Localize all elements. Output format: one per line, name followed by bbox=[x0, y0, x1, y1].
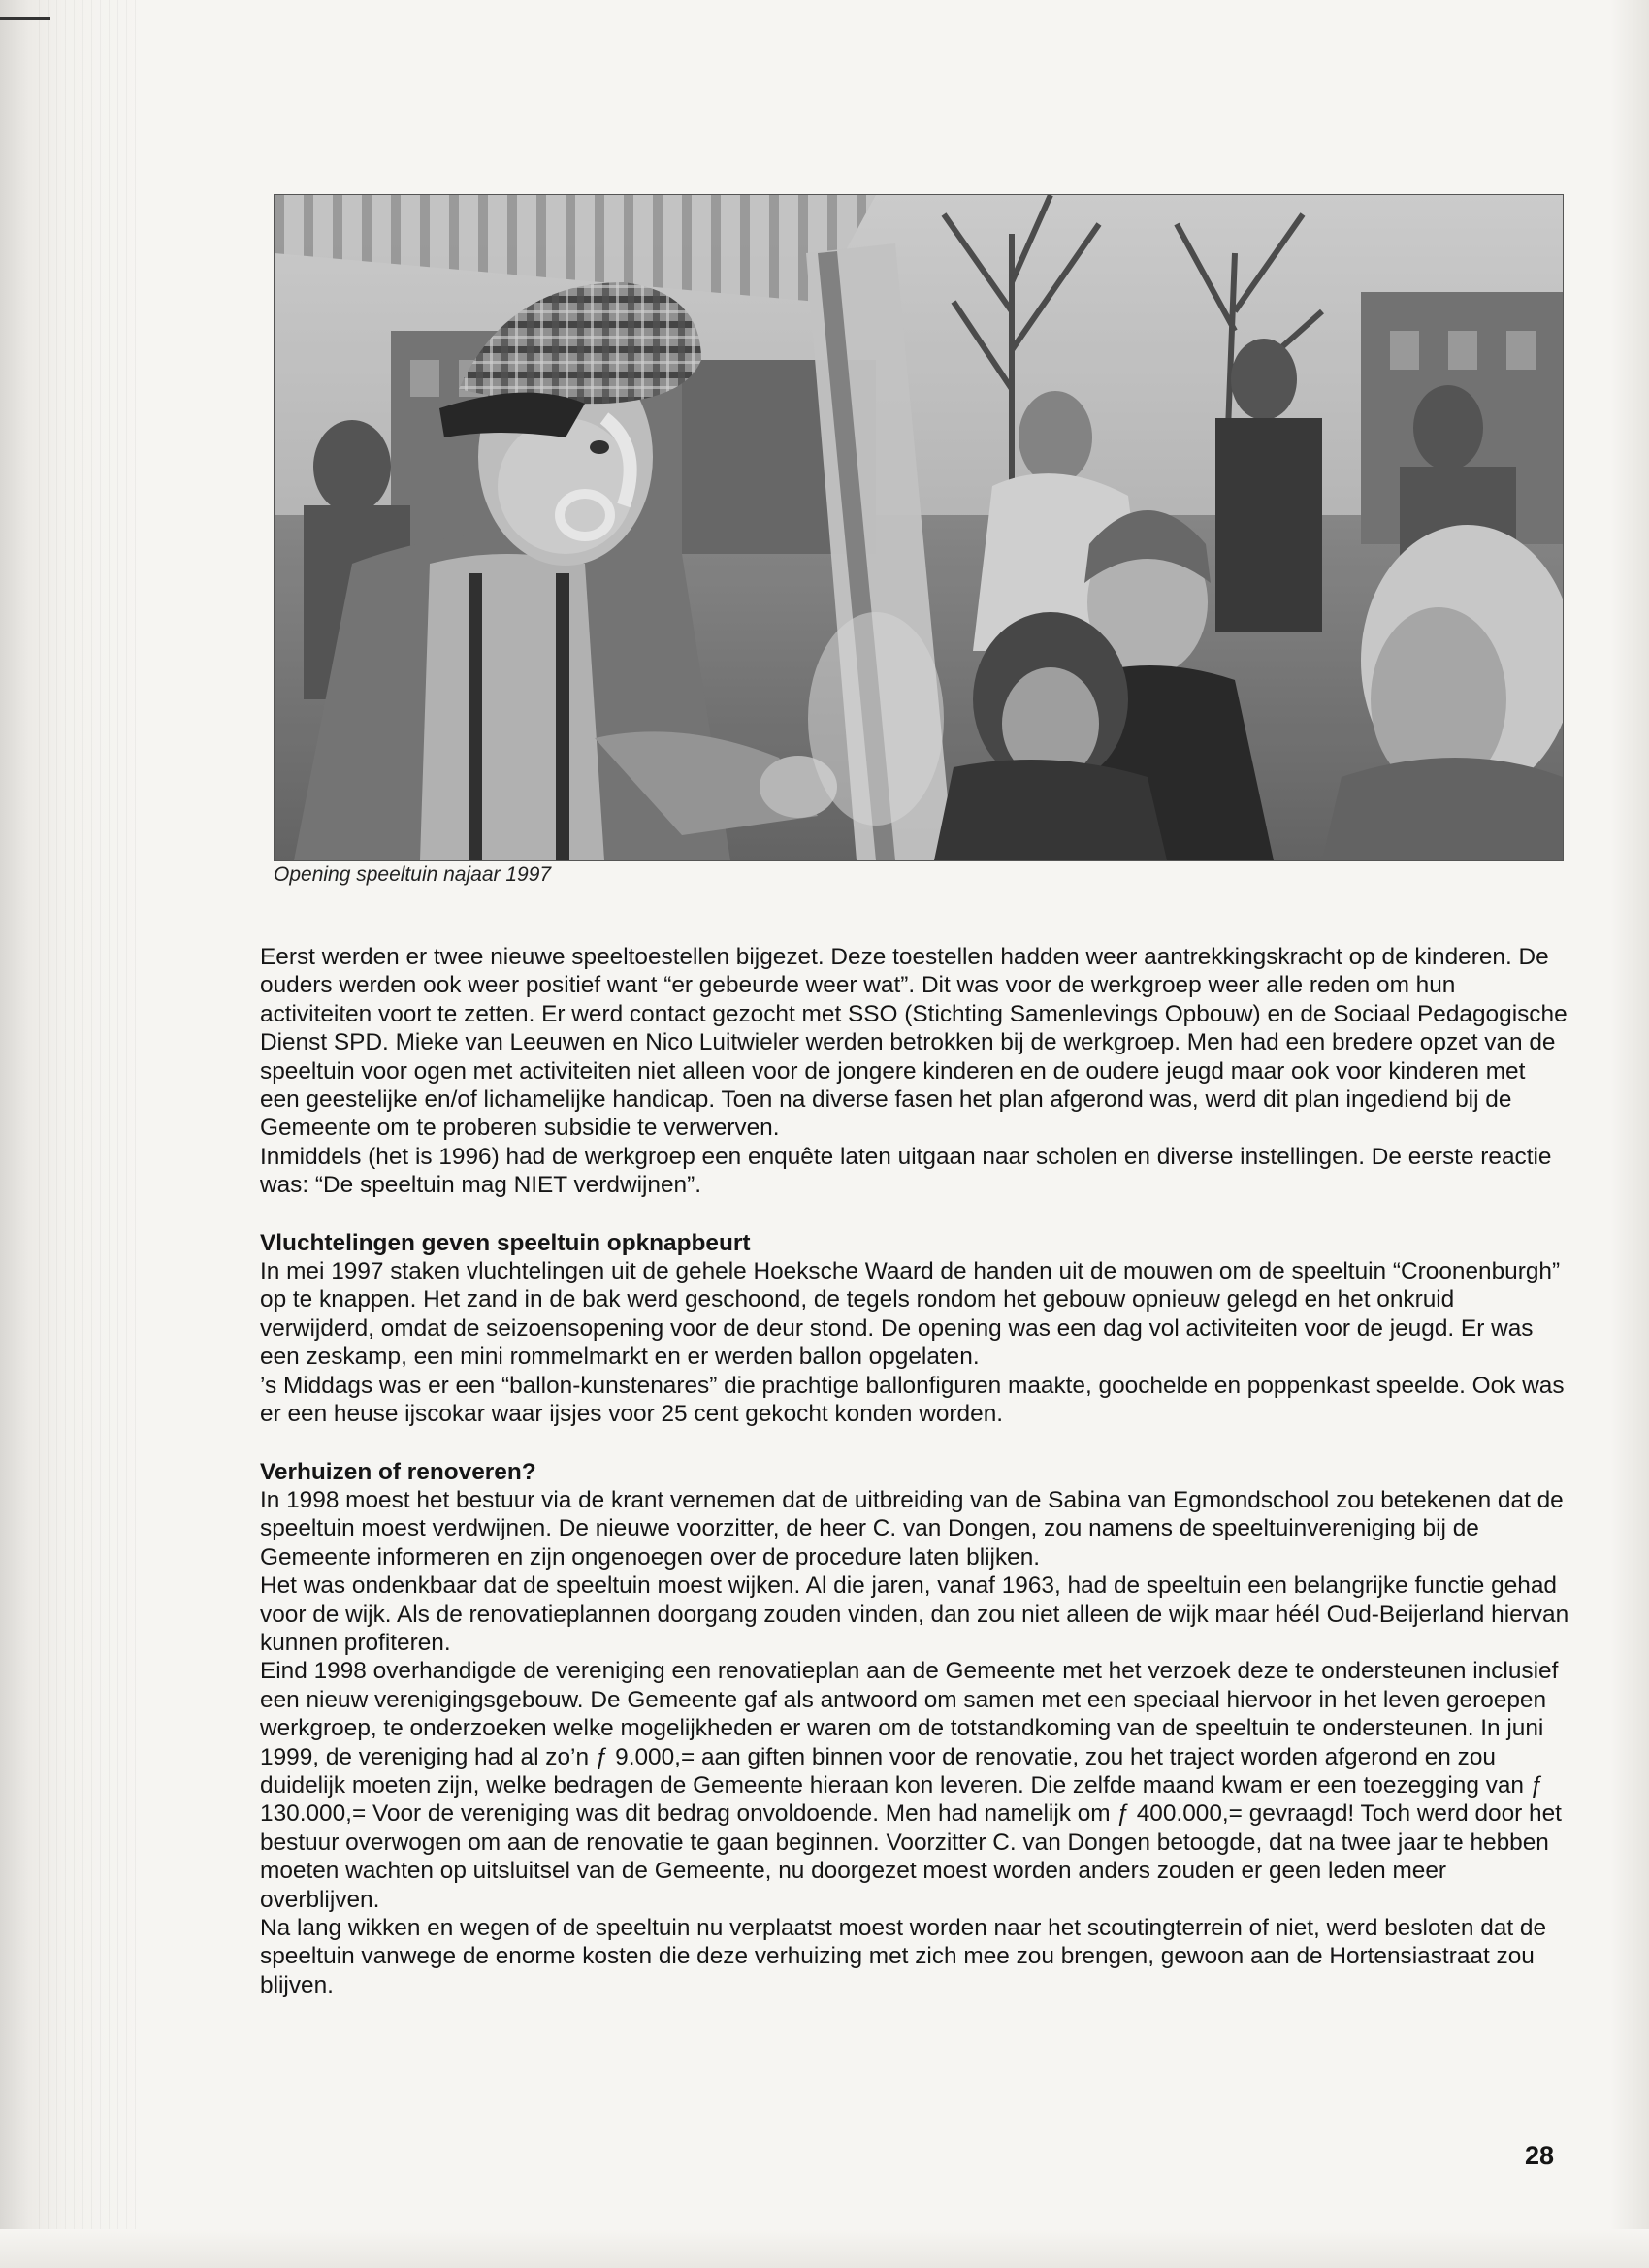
paragraph: Eind 1998 overhandigde de vereniging een renovatieplan aan de Gemeente met het verzoek deze te ondersteunen inclusief een nieuw verenigingsgebouw. De Gemeente gaf als antwoord om samen met een speciaal hiervoor in het leven geroepen werkgroep, te onderzoeken welke mogelijkheden er waren om de totstandkoming van de speeltuin te ondersteunen. In juni 1999, de vereniging had al zo’n ƒ 9.000,= aan giften binnen voor de renovatie, zou het traject worden afgerond en zou duidelijk moeten zijn, welke bedragen de Gemeente hieraan kon leveren. Die zelfde maand kwam er een toezegging van ƒ 130.000,= Voor de vereniging was dit bedrag onvoldoende. Men had namelijk om ƒ 400.000,= gevraagd! Toch werd door het bestuur overwogen om aan de renovatie te gaan beginnen. Voorzitter C. van Dongen betoogde, dat na twee jaar te hebben moeten wachten op uitsluitsel van de Gemeente, nu doorgezet moest worden anders zouden er geen leden meer overblijven. bbox=[260, 1658, 1562, 1913]
scan-right-edge bbox=[1610, 0, 1649, 2268]
paragraph: Het was ondenkbaar dat de speeltuin moest wijken. Al die jaren, vanaf 1963, had de speeltuin een belangrijke functie gehad voor de wijk. Als de renovatieplannen doorgang zouden vinden, dan zou niet alleen de wijk maar héél Oud-Beijerland hiervan kunnen profiteren. bbox=[260, 1572, 1569, 1656]
article-body bbox=[260, 943, 1569, 1999]
photo-caption: Opening speeltuin najaar 1997 bbox=[274, 863, 552, 886]
paragraph: ’s Middags was er een “ballon-kunstenares” die prachtige ballonfiguren maakte, goochelde en poppenkast speelde. Ook was er een heuse ijscokar waar ijsjes voor 25 cent gekocht konden worden. bbox=[260, 1372, 1565, 1428]
paragraph: Eerst werden er twee nieuwe speeltoestellen bijgezet. Deze toestellen hadden weer aantrekkingskracht op de kinderen. De ouders werden ook weer positief want “er gebeurde weer wat”. Dit was voor de werkgroep weer alle reden om hun activiteiten voort te zetten. Er werd contact gezocht met SSO (Stichting Samenlevings Opbouw) en de Sociaal Pedagogische Dienst SPD. Mieke van Leeuwen en Nico Luitwieler werden betrokken bij de werkgroep. Men had een bredere opzet van de speeltuin voor ogen met activiteiten niet alleen voor de jongere kinderen en de oudere jeugd maar ook voor kinderen met een geestelijke en/of lichamelijke handicap. Toen na diverse fasen het plan afgerond was, werd dit plan ingediend bij de Gemeente om te proberen subsidie te verwerven. bbox=[260, 944, 1568, 1142]
page-number: 28 bbox=[1525, 2141, 1555, 2170]
scan-mark bbox=[0, 17, 50, 20]
playground-opening-photo bbox=[274, 194, 1564, 861]
scan-page-stack-lines bbox=[39, 0, 136, 2268]
paragraph: In 1998 moest het bestuur via de krant vernemen dat de uitbreiding van de Sabina van Egmondschool zou betekenen dat de speeltuin moest verdwijnen. De nieuwe voorzitter, de heer C. van Dongen, zou namens de speeltuinvereniging bij de Gemeente informeren en zijn ongenoegen over de procedure laten blijken. bbox=[260, 1486, 1564, 1571]
section-heading: Vluchtelingen geven speeltuin opknapbeurt bbox=[260, 1229, 751, 1256]
scan-bottom-edge bbox=[0, 2229, 1649, 2268]
paragraph: Inmiddels (het is 1996) had de werkgroep een enquête laten uitgaan naar scholen en diverse instellingen. De eerste reactie was: “De speeltuin mag NIET verdwijnen”. bbox=[260, 1143, 1552, 1199]
paragraph: Na lang wikken en wegen of de speeltuin nu verplaatst moest worden naar het scoutingterrein of niet, werd besloten dat de speeltuin vanwege de enorme kosten die deze verhuizing met zich mee zou brengen, gewoon aan de Hortensiastraat zou blijven. bbox=[260, 1915, 1547, 1998]
paragraph: In mei 1997 staken vluchtelingen uit de gehele Hoeksche Waard de handen uit de mouwen om de speeltuin “Croonenburgh” op te knappen. Het zand in de bak werd geschoond, de tegels rondom het gebouw opnieuw gelegd en het onkruid verwijderd, omdat de seizoensopening voor de deur stond. De opening was een dag vol activiteiten voor de jeugd. Er was een zeskamp, een mini rommelmarkt en er werden ballon opgelaten. bbox=[260, 1258, 1561, 1371]
section-heading: Verhuizen of renoveren? bbox=[260, 1458, 536, 1485]
photo-illustration bbox=[275, 195, 1563, 860]
